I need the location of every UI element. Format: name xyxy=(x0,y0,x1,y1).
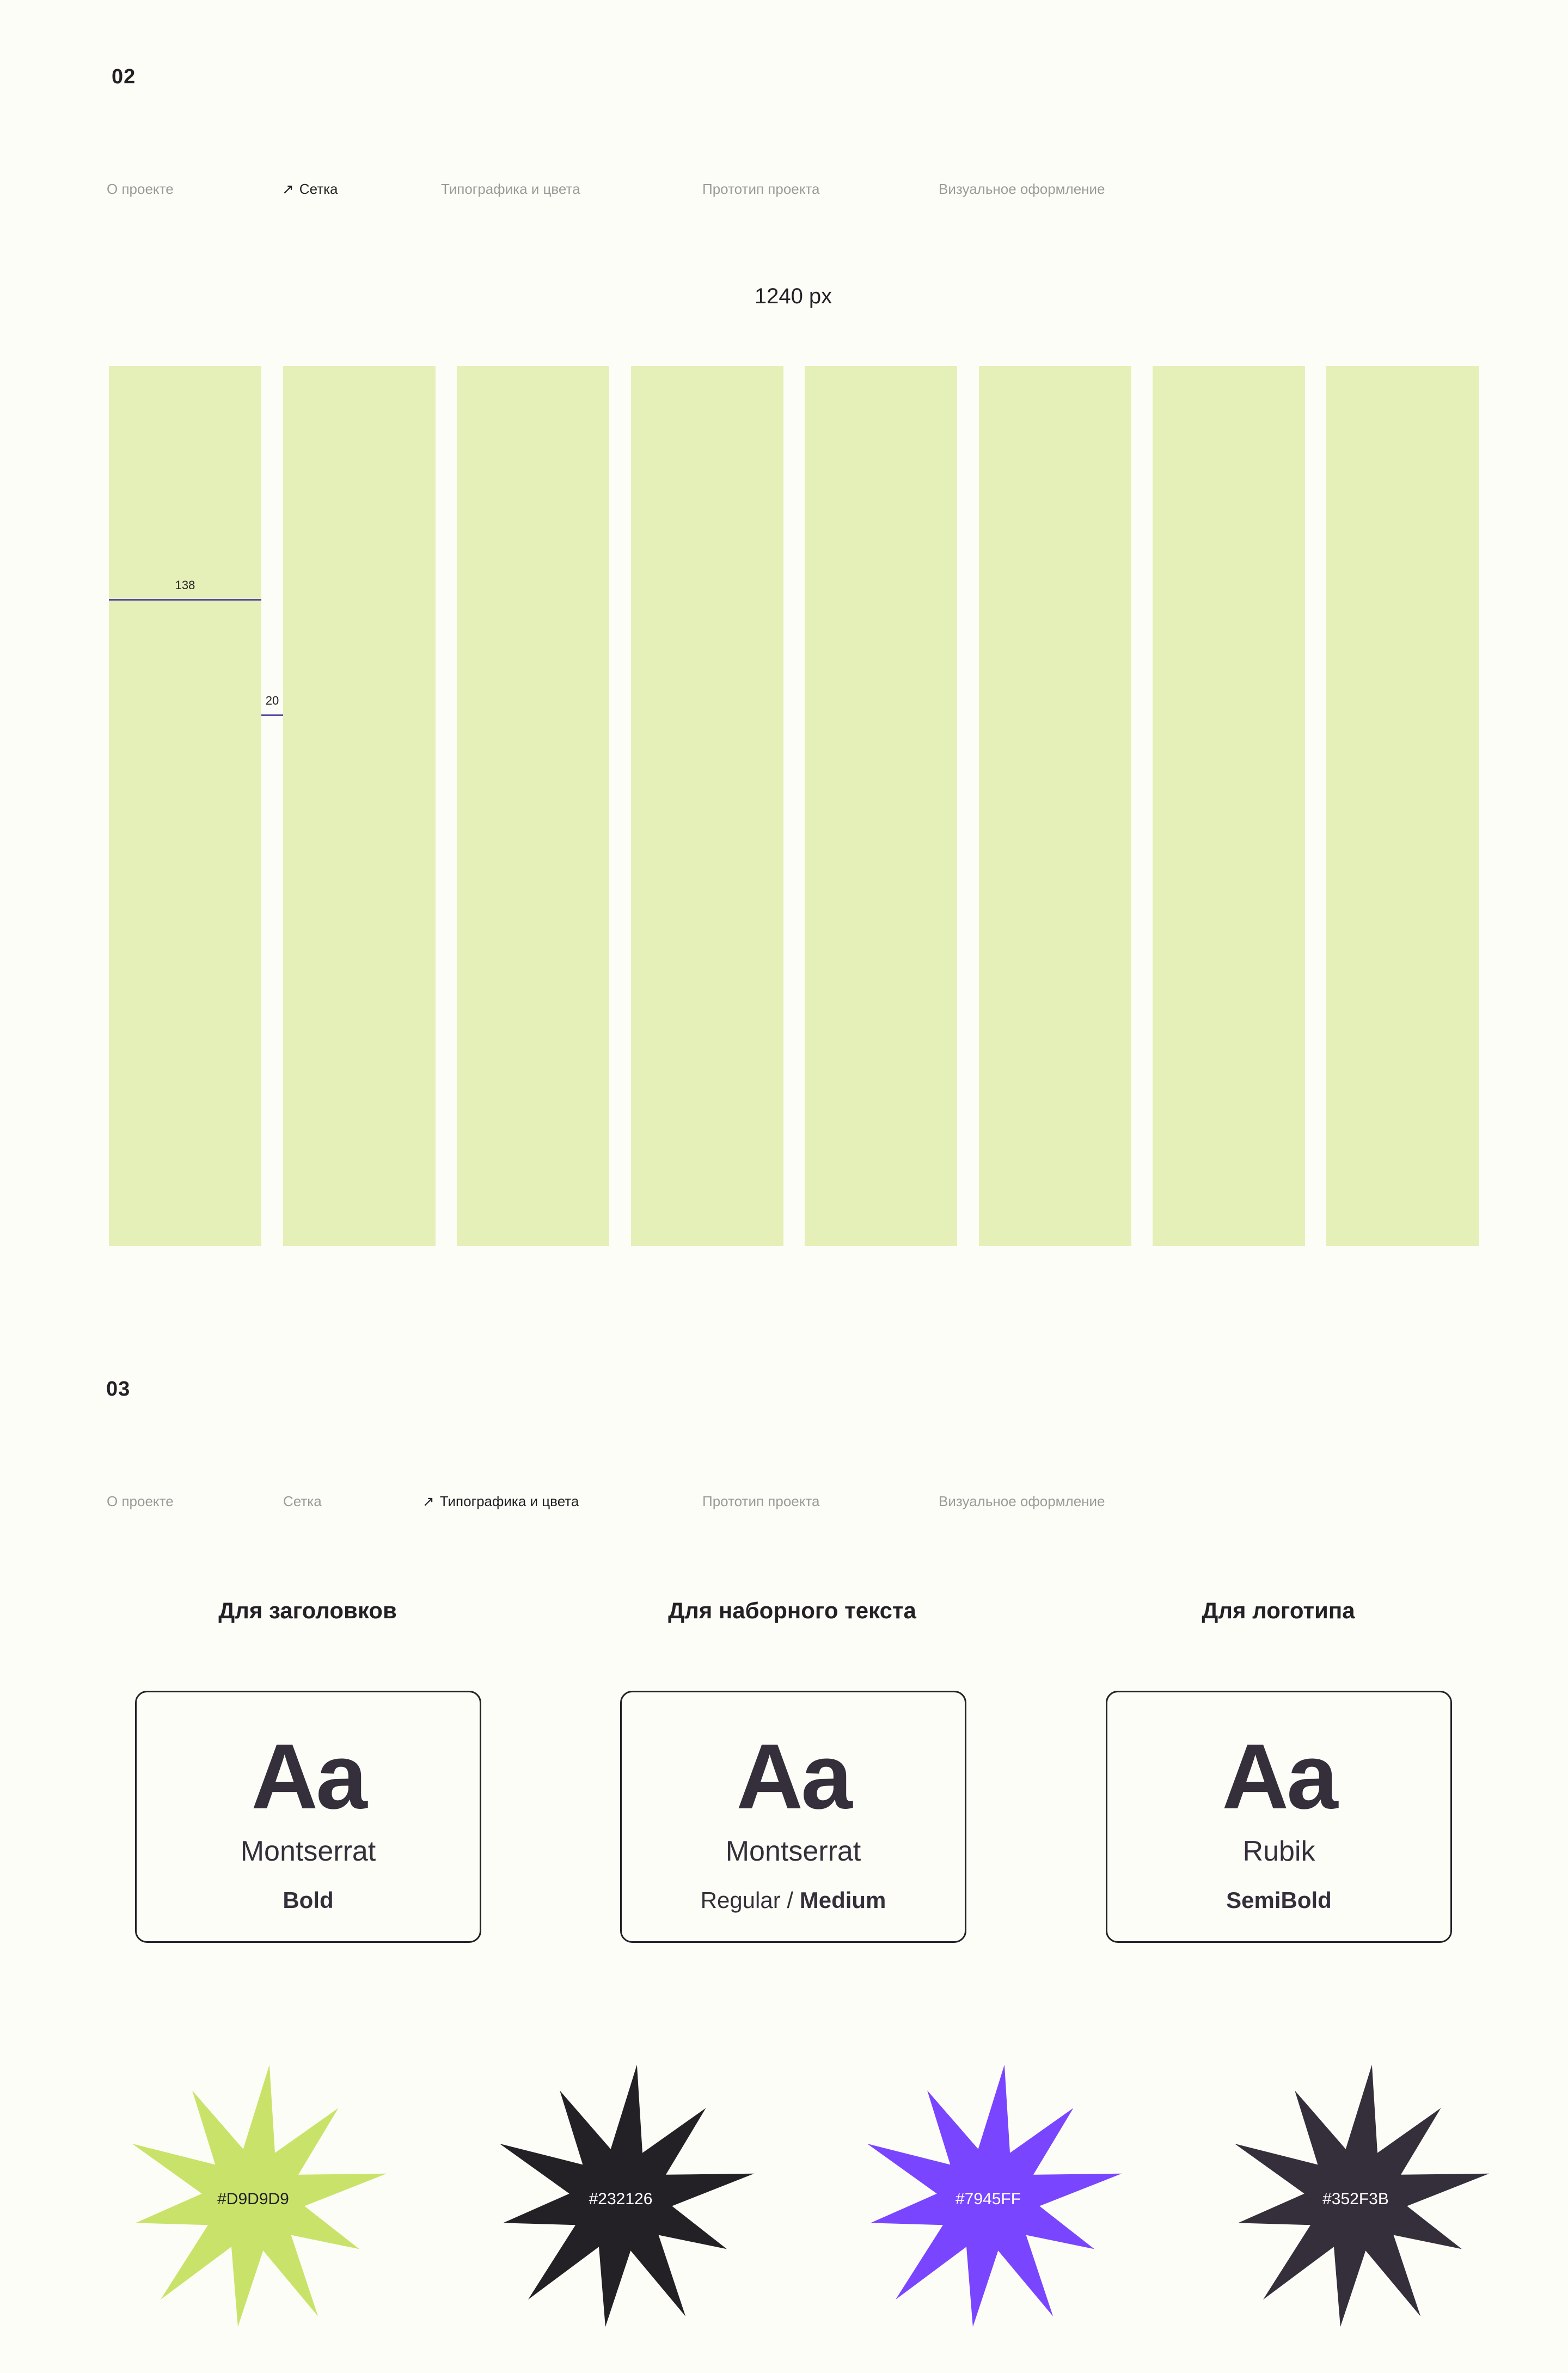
gutter-label: 20 xyxy=(265,694,279,707)
nav-item-about[interactable]: О проекте xyxy=(107,1493,174,1509)
font-weight-medium: Medium xyxy=(799,1887,886,1913)
font-weight-separator: / xyxy=(780,1887,800,1913)
nav-item-prototype[interactable]: Прототип проекта xyxy=(702,1493,820,1509)
font-weight: Bold xyxy=(283,1887,334,1913)
grid-column xyxy=(457,366,609,1246)
font-card xyxy=(135,1691,481,1943)
nav-item-prototype[interactable]: Прототип проекта xyxy=(702,181,820,197)
color-hex-label: #D9D9D9 xyxy=(217,2190,289,2208)
nav-item-typography[interactable]: Типографика и цвета xyxy=(441,181,580,197)
nav-item-grid[interactable]: Сетка xyxy=(283,1493,322,1509)
nav-item-grid[interactable] xyxy=(282,181,338,198)
font-family-name: Montserrat xyxy=(725,1836,861,1867)
font-family-name: Montserrat xyxy=(240,1836,376,1867)
font-weight: SemiBold xyxy=(1226,1887,1332,1913)
font-card xyxy=(620,1691,966,1943)
grid-column xyxy=(631,366,783,1246)
nav-item-typography[interactable] xyxy=(422,1493,579,1510)
column-width-label: 138 xyxy=(175,578,195,592)
nav-item-label: Типографика и цвета xyxy=(439,1493,579,1509)
section-number: 02 xyxy=(112,65,136,88)
gutter-measure xyxy=(261,714,283,716)
font-card xyxy=(1106,1691,1452,1943)
color-hex-label: #7945FF xyxy=(955,2190,1021,2208)
section-number: 03 xyxy=(106,1378,131,1400)
font-usage-heading: Для логотипа xyxy=(1202,1598,1355,1623)
grid-column xyxy=(805,366,957,1246)
arrow-up-right-icon: ↗ xyxy=(282,181,294,197)
column-width-measure xyxy=(109,599,261,601)
nav-item-about[interactable]: О проекте xyxy=(107,181,174,197)
font-sample: Aa xyxy=(736,1725,850,1828)
grid-width-label: 1240 px xyxy=(754,284,832,308)
color-hex-label: #352F3B xyxy=(1322,2190,1389,2208)
grid-column xyxy=(1153,366,1305,1246)
grid-column xyxy=(1326,366,1479,1246)
font-usage-heading: Для наборного текста xyxy=(668,1598,916,1623)
font-weight-regular: Regular xyxy=(700,1887,781,1913)
nav-item-visual[interactable]: Визуальное оформление xyxy=(939,181,1105,197)
font-weight xyxy=(622,1887,965,1913)
font-sample: Aa xyxy=(251,1725,365,1828)
font-usage-heading: Для заголовков xyxy=(218,1598,397,1623)
nav-item-visual[interactable]: Визуальное оформление xyxy=(939,1493,1105,1509)
font-sample: Aa xyxy=(1222,1725,1336,1828)
font-family-name: Rubik xyxy=(1242,1836,1315,1867)
grid-column xyxy=(109,366,261,1246)
grid-column xyxy=(979,366,1131,1246)
arrow-up-right-icon: ↗ xyxy=(422,1493,434,1509)
grid-column xyxy=(283,366,436,1246)
color-hex-label: #232126 xyxy=(589,2190,653,2208)
nav-item-label: Сетка xyxy=(299,181,338,197)
